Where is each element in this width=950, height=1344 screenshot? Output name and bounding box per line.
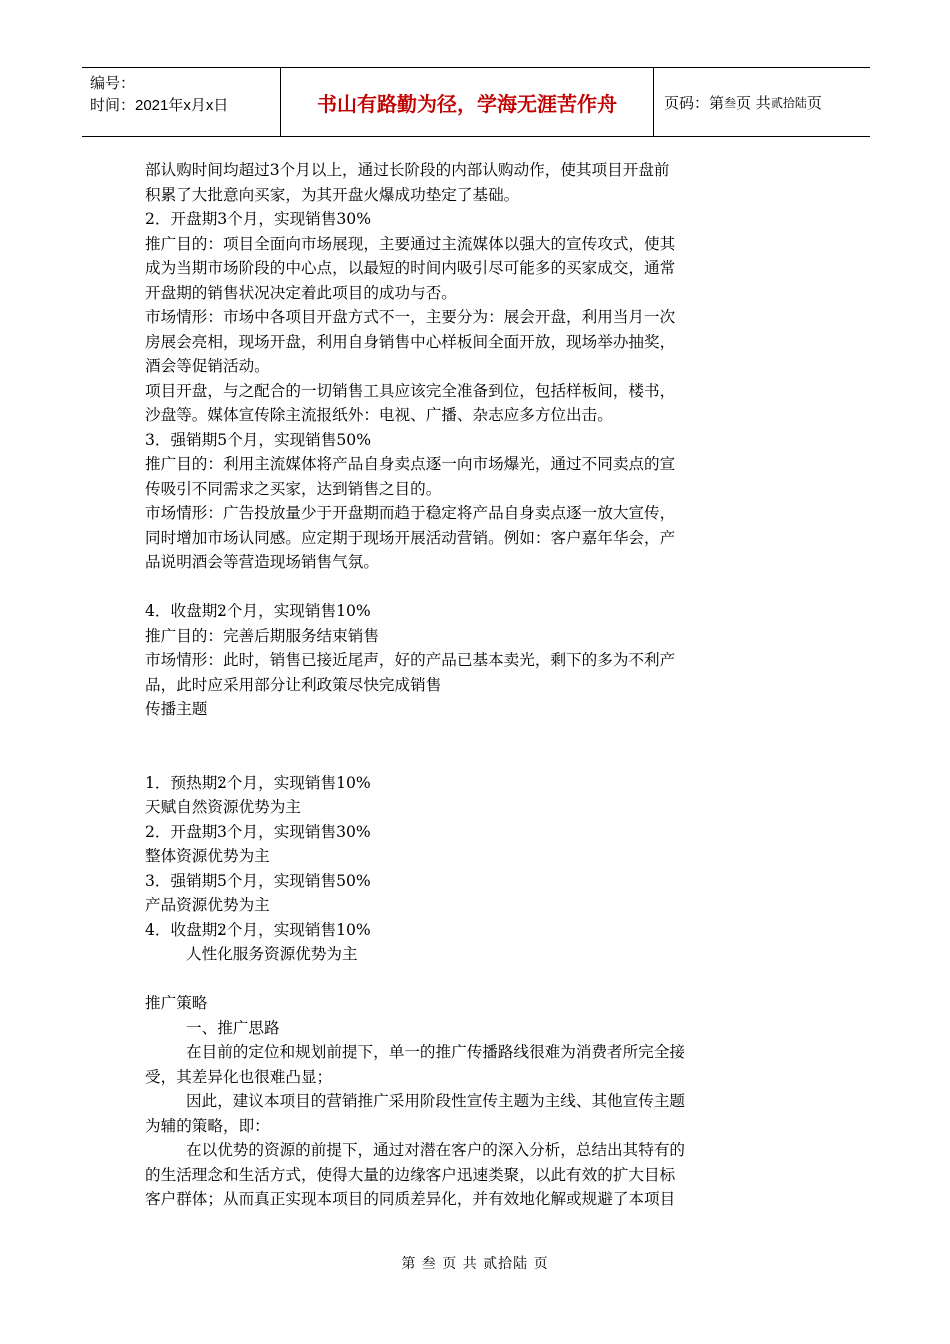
text-line: 推广目的：利用主流媒体将产品自身卖点逐一向市场爆光，通过不同卖点的宣	[145, 455, 676, 473]
text-line: 传吸引不同需求之买家，达到销售之目的。	[145, 479, 442, 498]
page-total: 贰拾陆	[770, 95, 807, 110]
spacer	[145, 722, 810, 771]
spacer	[145, 967, 810, 992]
text-line: 品说明酒会等营造现场销售气氛。	[145, 553, 379, 571]
text-line: 为辅的策略，即：	[145, 1116, 270, 1135]
text-line: 开盘期的销售状况决定着此项目的成功与否。	[145, 283, 457, 302]
text-line: 部认购时间均超过3个月以上，通过长阶段的内部认购动作，使其项目开盘前	[145, 161, 670, 179]
phase-label: 4．收盘期：	[145, 602, 233, 620]
text-line: 市场情形：此时，销售已接近尾声，好的产品已基本卖光，剩下的多为不利产	[145, 651, 676, 669]
text-line: 在目前的定位和规划前提下，单一的推广传播路线很难为消费者所完全接	[186, 1043, 686, 1061]
text-line: 房展会亮相，现场开盘，利用自身销售中心样板间全面开放，现场举办抽奖，	[145, 332, 676, 351]
page-header	[82, 67, 870, 137]
text-line: 客户群体；从而真正实现本项目的同质差异化，并有效地化解或规避了本项目	[145, 1190, 676, 1208]
text-line: 产品资源优势为主	[145, 896, 270, 914]
phase-detail: 2个月，实现销售10%	[217, 920, 371, 939]
text-line: 天赋自然资源优势为主	[145, 798, 301, 816]
text-line: 推广目的：完善后期服务结束销售	[145, 626, 379, 645]
text-line: 在以优势的资源的前提下，通过对潜在客户的深入分析，总结出其特有的	[186, 1141, 686, 1159]
text-line: 积累了大批意向买家，为其开盘火爆成功垫定了基础。	[145, 185, 520, 204]
page-prefix: 页码：第	[664, 93, 725, 112]
text-line: 2．开盘期3个月，实现销售30%	[145, 210, 372, 228]
page-footer: 第 叁 页 共 贰拾陆 页	[401, 1256, 549, 1272]
text-line: 整体资源优势为主	[145, 847, 270, 865]
text-line: 成为当期市场阶段的中心点，以最短的时间内吸引尽可能多的买家成交，通常	[145, 259, 676, 277]
number-label: 编号：	[90, 75, 136, 92]
text-line: 因此，建议本项目的营销推广采用阶段性宣传主题为主线、其他宣传主题	[186, 1092, 686, 1110]
text-line	[145, 869, 810, 894]
header-meta	[90, 73, 228, 117]
phase-label: 1．预热期：	[145, 773, 233, 792]
header-page-number	[664, 68, 822, 136]
document-body	[145, 158, 810, 1212]
spacer	[145, 575, 810, 600]
phase-label: 3．强销期	[145, 871, 218, 890]
text-line: 人性化服务资源优势为主	[186, 945, 358, 963]
phase-detail: 5个月，实现销售50%	[217, 871, 371, 890]
header-motto: 书山有路勤为径，学海无涯苦作舟	[317, 91, 617, 116]
text-line: 推广目的：项目全面向市场展现，主要通过主流媒体以强大的宣传攻式，使其	[145, 234, 676, 253]
page-current: 叁	[724, 95, 737, 110]
text-line: 3．强销期5个月，实现销售50%	[145, 430, 372, 449]
text-line: 的生活理念和生活方式，使得大量的边缘客户迅速类聚，以此有效的扩大目标	[145, 1165, 676, 1184]
text-line: 沙盘等。媒体宣传除主流报纸外：电视、广播、杂志应多方位出击。	[145, 406, 613, 424]
section-heading: 推广策略	[145, 994, 208, 1012]
text-line: 项目开盘，与之配合的一切销售工具应该完全准备到位，包括样板间，楼书，	[145, 381, 676, 400]
text-line	[145, 820, 810, 845]
text-line	[145, 771, 810, 796]
page-suffix: 页	[806, 93, 822, 112]
page-mid: 页 共	[736, 93, 771, 112]
text-line: 酒会等促销活动。	[145, 357, 270, 375]
phase-detail: 2个月，实现销售10%	[217, 773, 371, 792]
phase-detail: 3个月，实现销售30%	[217, 822, 371, 841]
section-heading: 传播主题	[145, 700, 208, 718]
header-divider	[653, 68, 654, 136]
subsection-heading: 一、推广思路	[186, 1018, 280, 1037]
text-line: 品，此时应采用部分让利政策尽快完成销售	[145, 675, 442, 694]
text-line	[145, 599, 810, 624]
text-line	[145, 918, 810, 943]
phase-label: 4．收盘期：	[145, 920, 233, 939]
text-line: 同时增加市场认同感。应定期于现场开展活动营销。例如：客户嘉年华会，产	[145, 528, 676, 547]
phase-label: 2．开盘期	[145, 822, 218, 841]
text-line: 受，其差异化也很难凸显；	[145, 1067, 333, 1086]
text-line: 市场情形：广告投放量少于开盘期而趋于稳定将产品自身卖点逐一放大宣传，	[145, 504, 676, 522]
text-line: 市场情形：市场中各项目开盘方式不一，主要分为：展会开盘，利用当月一次	[145, 308, 676, 326]
phase-detail: 2个月，实现销售10%	[217, 602, 371, 620]
time-label: 时间：2021年x月x日	[90, 97, 229, 114]
